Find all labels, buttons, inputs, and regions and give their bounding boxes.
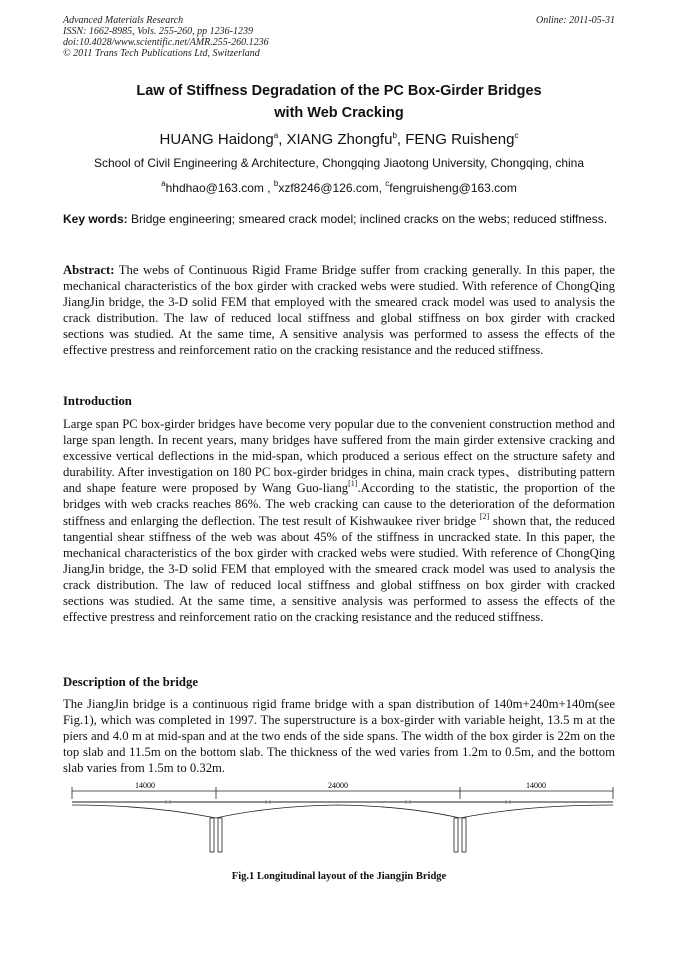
journal-header [63,15,615,59]
keywords-text: Bridge engineering; smeared crack model; inclined cracks on the webs; reduced stiffness. [131,212,608,226]
affiliation: School of Civil Engineering & Architecture, Chongqing Jiaotong University, Chongqing, china [93,156,585,170]
pier-right-a [454,818,458,852]
email-list: $^a$hhdhao@163.com , $^b$xzf8246@126.com, $^c$fengruisheng@163.com [161,179,517,195]
title-line-1: Law of Stiffness Degradation of the PC Box-Girder Bridges [136,83,542,99]
journal-name: Advanced Materials Research [63,15,184,26]
email-3[interactable]: fengruisheng@163.com [389,181,517,195]
copyright-line: © 2011 Trans Tech Publications Ltd, Switzerland [63,48,260,59]
keywords [63,211,615,227]
email-1-mark: a [161,179,166,188]
girder-soffit [72,805,613,818]
paper-title [63,80,615,124]
pier-left-b [218,818,222,852]
author-list: HUANG Haidong$^a$, XIANG Zhongfu$^b$, FENG Ruisheng$^c$ [159,131,519,148]
description-heading: Description of the bridge [63,675,198,689]
abstract [63,262,615,359]
figure-caption: Fig.1 Longitudinal layout of the Jiangjin Bridge [231,871,447,882]
intro-text-2: .According to the statistic, the proportion of the bridges with web cracks reaches 86%. The web cracking can cause to the deterioration of the deformation stiffness and enlarging the deflection. The test result of Kishwaukee river bridge [63,481,615,528]
introduction-body [63,416,615,625]
introduction-heading: Introduction [63,394,132,408]
span-2-label: 24000 [328,781,348,790]
citation-2[interactable]: [2] [479,511,490,521]
author-1-mark: a [273,131,279,140]
title-line-2: with Web Cracking [274,105,404,121]
abstract-text: The webs of Continuous Rigid Frame Bridge suffer from cracking generally. In this paper, the mechanical characteristics of the box girder with cracked webs were studied. With reference of ChongQing JiangJin bridge, the 3-D solid FEM that employed with the smeared crack model was used to analysis the crack distribution. The law of reduced local stiffness and global stiffness on box girder with cracked sections was studied. At the same time, A sensitive analysis was performed to assess the effects of the effective prestress and reinforcement ratio on the cracking resistance and the reduced stiffness. [63,263,615,358]
description-body: The JiangJin bridge is a continuous rigid frame bridge with a span distribution of 140m+240m+140m(see Fig.1), which was completed in 1997. The superstructure is a box-girder with variable height, 13.5 m at the piers and 4.0 m at mid-span and at the two ends of the side spans. The width of the box girder is 22m on the top slab and 11.5m on the bottom slab. The thickness of the wed varies from 1.2m to 0.5m, and the bottom slab varies from 1.5m to 0.32m. [63,697,615,776]
span-3-label: 14000 [526,781,546,790]
abstract-label: Abstract: [63,263,115,277]
citation-1[interactable]: [1] [348,479,358,489]
pier-right-b [462,818,466,852]
span-1-label: 14000 [135,781,155,790]
intro-text-1: Large span PC box-girder bridges have become very popular due to the convenient construction method and large span length. In recent years, many bridges have suffered from the main girder extensive cracking and excessive vertical deflections in the mid-span, which produced a serious effect on the structure safety and durability. After investigation on 180 PC box-girder bridges in china, main crack types、distributing pattern and shape feature were proposed by Wang Guo-liang [63,417,615,496]
bridge-layout-figure [70,778,615,868]
email-2-mark: b [273,179,279,188]
email-1[interactable]: hhdhao@163.com [165,181,264,195]
pier-left-a [210,818,214,852]
intro-text-3: shown that, the reduced tangential shear stiffness of the web was about 45% of the stiffness in uncracked state. In this paper, the mechanical characteristics of the box girder with cracked webs were studied. With reference of ChongQing JiangJin bridge, the 3-D solid FEM that employed with the smeared crack model was used to analysis the crack distribution. The law of reduced local stiffness and global stiffness on box girder with cracked sections was studied. At the same time, a sensitive analysis was performed to assess the effects of the effective prestress and reinforcement ratio on the cracking resistance and the reduced stiffness. [63,513,616,625]
doi-line: doi:10.4028/www.scientific.net/AMR.255-260.1236 [63,37,269,48]
author-3-mark: c [514,131,519,140]
email-2[interactable]: xzf8246@126.com [278,181,379,195]
keywords-label: Key words: [63,212,128,226]
author-3: FENG Ruisheng [405,131,515,148]
email-3-mark: c [385,179,390,188]
author-1: HUANG Haidong [159,131,274,148]
issn-line: ISSN: 1662-8985, Vols. 255-260, pp 1236-1239 [63,26,253,37]
author-2-mark: b [392,131,397,140]
author-2: XIANG Zhongfu [286,131,393,148]
online-date: Online: 2011-05-31 [536,15,615,26]
